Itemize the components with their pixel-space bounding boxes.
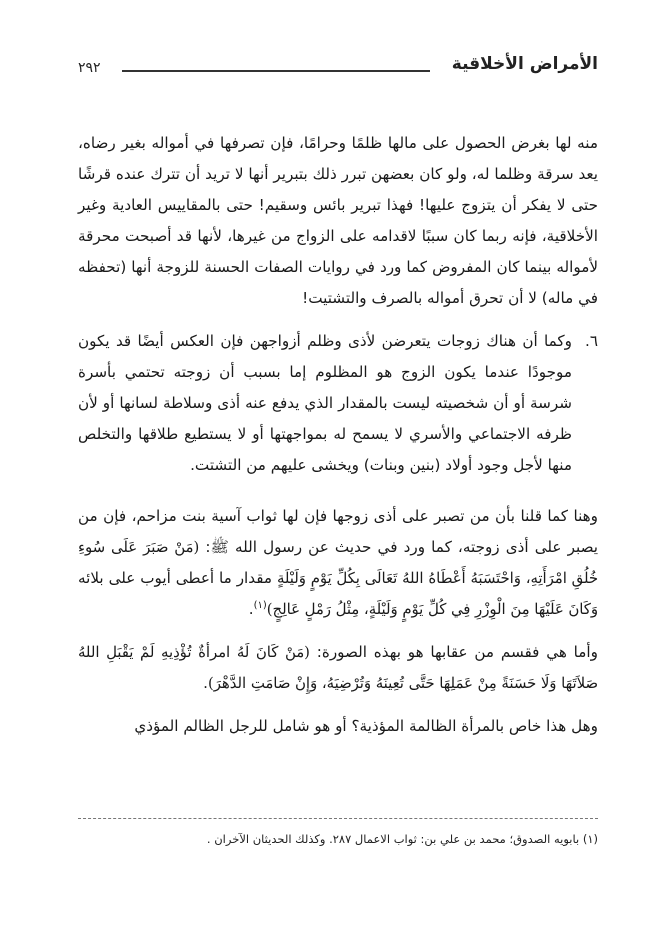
running-header: [78, 50, 598, 84]
list-item-text: وكما أن هناك زوجات يتعرضن لأذى وظلم أزواجهن فإن العكس أيضًا قد يكون موجودًا عندما يكون الزوج هو المظلوم إما بسبب أن زوجته تحتمي بأسرة شرسة أو أن شخصيته ليست بالمقدار الذي يدفع عنه أذى وسلاطة لسانها أو لأن ظرفه الاجتماعي والأسري لا يسمح له بمواجهتها أو لا يستطيع طلاقها والتخلص منها لأجل وجود أولاد (بنين وبنات) ويخشى عليهم من التشتت.: [78, 332, 572, 474]
paragraph-4-intro: وأما هي فقسم من عقابها هو بهذه الصورة:: [309, 643, 598, 661]
paragraph-4-end: .: [203, 674, 208, 692]
hadith-quote-2: وَكَانَ عَلَيْهَا مِنَ الْوِزْرِ فِي كُلِّ يَوْمٍ وَلَيْلَةٍ، مِثْلُ رَمْلٍ عَالِجٍ): [266, 601, 598, 618]
hadith-quote-1: (مَنْ صَبَرَ عَلَى سُوءِ خُلُقِ امْرَأَتِهِ، وَاحْتَسَبَهُ أَعْطَاهُ اللهُ تَعَالَى بِكُلِّ يَوْمٍ وَلَيْلَةٍ: [78, 539, 599, 587]
paragraph-1: منه لها بغرض الحصول على مالها ظلمًا وحرامًا، فإن تصرفها في أمواله بغير رضاه، يعد سرقة وظلما له، ولو كان بعضهن تبرر ذلك بتبرير أنها لا تريد أن تترك عنده قرشًا حتى لا يفكر أن يتزوج عليها! فهذا تبرير بائس وسقيم! حتى بالمقاييس العادية وغير الأخلاقية، فإنه ربما كان سببًا لاقدامه على الزواج من غيرها، لأنها قد أصبحت محرقة لأمواله بينما كان المفروض كما ورد في روايات الصفات الحسنة للزوجة أنها (تحفظه في ماله) لا أن تحرق أمواله بالصرف والتشتيت!: [78, 134, 598, 307]
footnote-divider: [78, 818, 598, 819]
paragraph-3-intro: وهنا كما قلنا بأن من تصبر على أذى زوجها فإن لها ثواب آسية بنت مزاحم، فإن من يصبر على أذى زوجته، كما ورد في حديث عن رسول الله ﷺ:: [78, 507, 598, 556]
page-number: ٢٩٢: [78, 60, 101, 76]
list-item-number: ٦.: [585, 332, 598, 350]
paragraph-3: [78, 501, 598, 625]
main-text: [78, 128, 598, 754]
hadith-quote-3: (مَنْ كَانَ لَهُ امرأةٌ تُؤْذِيهِ لَمْ يَقْبَلِ اللهُ صَلاَتَهَا وَلَا حَسَنَةً مِنْ عَمَلِهَا حَتَّى تُعِينَهُ وَتُرْضِيَهُ، وَإِنْ صَامَتِ الدَّهْرَ): [78, 644, 598, 692]
footnote: (١) بابويه الصدوق؛ محمد بن علي بن: ثواب الاعمال ٢٨٧. وكذلك الحديثان الآخران .: [206, 832, 598, 846]
chapter-title: الأمراض الأخلاقية: [451, 54, 598, 74]
paragraph-4: [78, 637, 598, 699]
footnote-reference: (١): [253, 599, 267, 611]
list-item-6: [78, 326, 598, 481]
paragraph-3-middle: مقدار ما أعطى أيوب على بلائه: [78, 569, 277, 587]
paragraph-3-end: .: [248, 600, 254, 618]
paragraph-5: وهل هذا خاص بالمرأة الظالمة المؤذية؟ أو هو شامل للرجل الظالم المؤذي: [134, 717, 598, 735]
header-rule: [122, 70, 430, 72]
